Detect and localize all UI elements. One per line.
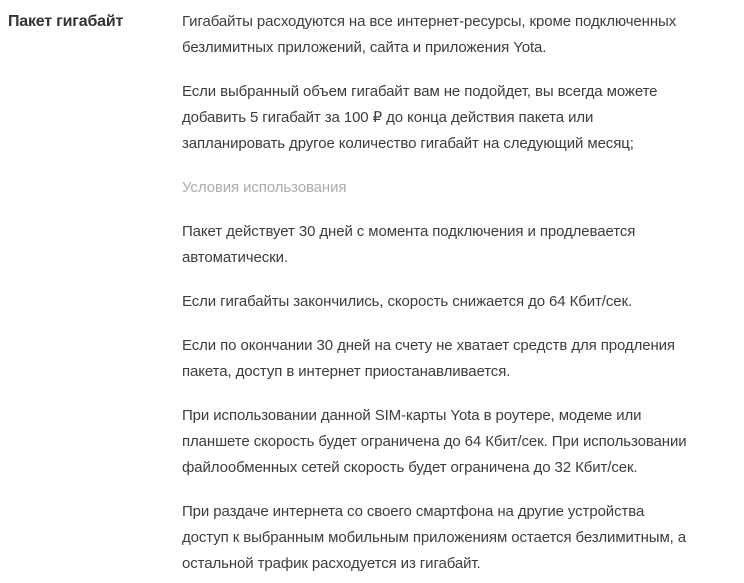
paragraph-gigabytes-usage: Гигабайты расходуются на все интернет-ресурсы, кроме подключенных безлимитных приложений, сайта и приложения Yota. — [182, 13, 677, 56]
section-title-column — [0, 9, 182, 35]
paragraph-add-gigabytes: Если выбранный объем гигабайт вам не подойдет, вы всегда можете добавить 5 гигабайт за 100 ₽ до конца действия пакета или запланировать другое количество гигабайт на следующий месяц; — [182, 83, 658, 152]
paragraph-sim-in-router: При использовании данной SIM-карты Yota в роутере, модеме или планшете скорость будет ограничена до 64 Кбит/сек. При использовании файлообменных сетей скорость будет ограничена до 32 Кбит/сек. — [182, 407, 687, 476]
paragraph-speed-reduction: Если гигабайты закончились, скорость снижается до 64 Кбит/сек. — [182, 293, 633, 310]
section-content-column — [182, 9, 690, 577]
paragraph-insufficient-funds: Если по окончании 30 дней на счету не хватает средств для продления пакета, доступ в интернет приостанавливается. — [182, 337, 675, 380]
paragraph-tethering: При раздаче интернета со своего смартфона на другие устройства доступ к выбранным мобильным приложениям остается безлимитным, а остальной трафик расходуется из гигабайт. — [182, 503, 687, 572]
section-title: Пакет гигабайт — [8, 13, 124, 30]
paragraph-package-duration: Пакет действует 30 дней с момента подключения и продлевается автоматически. — [182, 223, 636, 266]
subheading-usage-terms: Условия использования — [182, 179, 347, 196]
